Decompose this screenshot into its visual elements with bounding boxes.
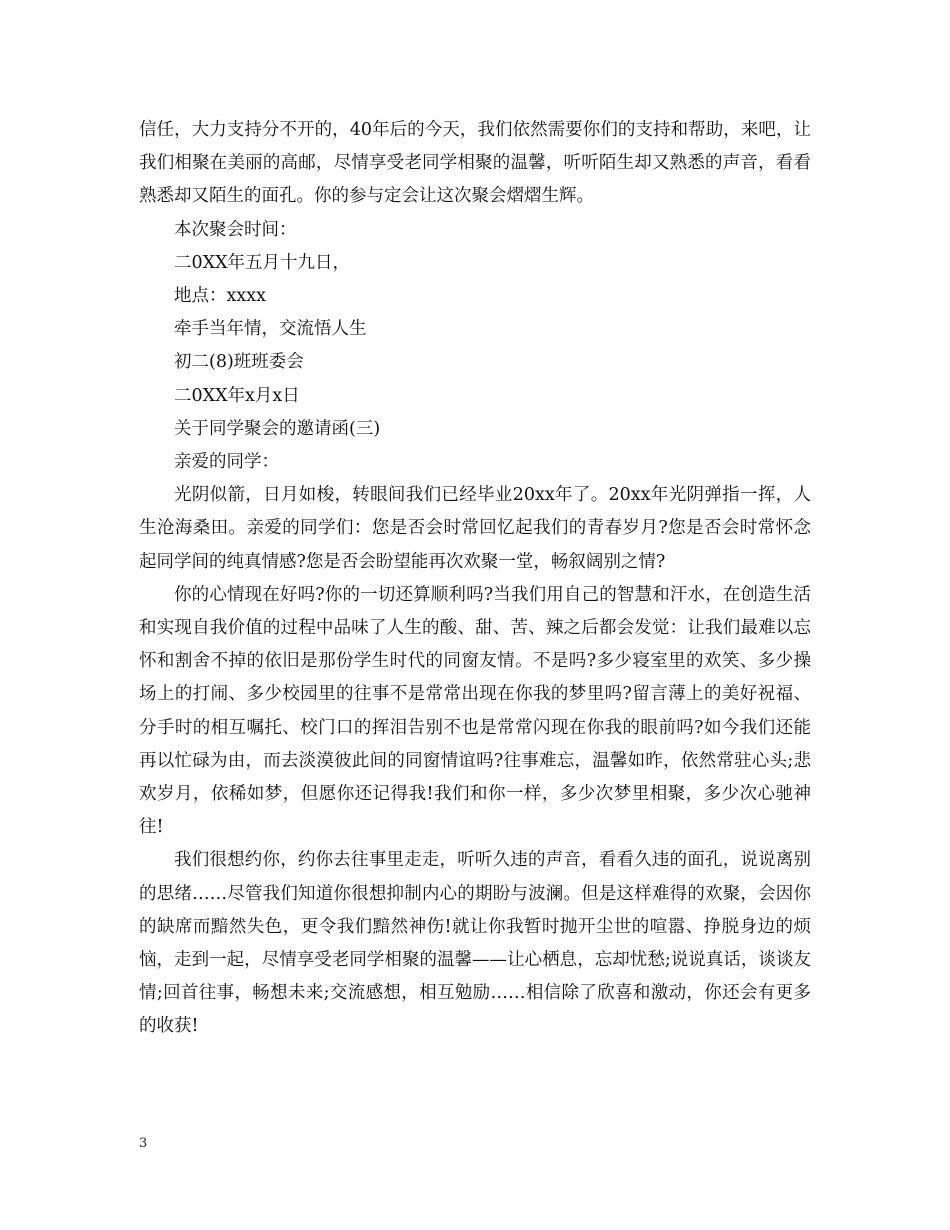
letter-title: 关于同学聚会的邀请函(三) [174,418,381,439]
paragraph-invitation: 我们很想约你，约你去往事里走走，听听久违的声音，看看久违的面孔，说说离别的思绪……尽管我们知道你很想抑制内心的期盼与波澜。但是这样难得的欢聚，会因你的缺席而黯然失色，更令我们黯然神伤!就让你我暂时抛开尘世的喧嚣、挣脱身边的烦恼，走到一起，尽情享受老同学相聚的温馨——让心栖息，忘却忧愁;说说真话，谈谈友情;回首往事，畅想未来;交流感想，相互勉励……相信除了欣喜和激动，你还会有更多的收获! [139,850,811,1037]
gathering-location: 地点：xxxx [174,286,266,307]
gathering-date: 二0XX年五月十九日， [174,252,351,273]
paragraph-memories: 你的心情现在好吗?你的一切还算顺利吗?当我们用自己的智慧和汗水，在创造生活和实现自我价值的过程中品味了人生的酸、甜、苦、辣之后都会发觉：让我们最难以忘怀和割舍不掉的依旧是那份学生时代的同窗友情。不是吗?多少寝室里的欢笑、多少操场上的打闹、多少校园里的往事不是常常出现在你我的梦里吗?留言薄上的美好祝福、分手时的相互嘱托、校门口的挥泪告别不也是常常闪现在你我的眼前吗?如今我们还能再以忙碌为由，而去淡漠彼此间的同窗情谊吗?往事难忘，温馨如昨，依然常驻心头;悲欢岁月，依稀如梦，但愿你还记得我!我们和你一样，多少次梦里相聚，多少次心驰神往! [139,584,811,838]
paragraph-continuation: 信任，大力支持分不开的，40年后的今天，我们依然需要你们的支持和帮助，来吧，让我们相聚在美丽的高邮，尽情享受老同学相聚的温馨，听听陌生却又熟悉的声音，看看熟悉却又陌生的面孔。你的参与定会让这次聚会熠熠生辉。 [139,120,811,207]
document-body [139,114,811,1044]
gathering-time-label: 本次聚会时间： [174,219,297,240]
signature-committee: 初二(8)班班委会 [174,352,304,373]
page-number: 3 [139,1136,148,1151]
letter-salutation: 亲爱的同学： [174,452,279,473]
paragraph-time-flies: 光阴似箭，日月如梭，转眼间我们已经毕业20xx年了。20xx年光阴弹指一挥，人生沧海桑田。亲爱的同学们：您是否会时常回忆起我们的青春岁月?您是否会时常怀念起同学间的纯真情感?您是否会盼望能再次欢聚一堂，畅叙阔别之情? [139,485,811,572]
signature-date: 二0XX年x月x日 [174,385,300,406]
gathering-slogan: 牵手当年情，交流悟人生 [174,319,367,340]
